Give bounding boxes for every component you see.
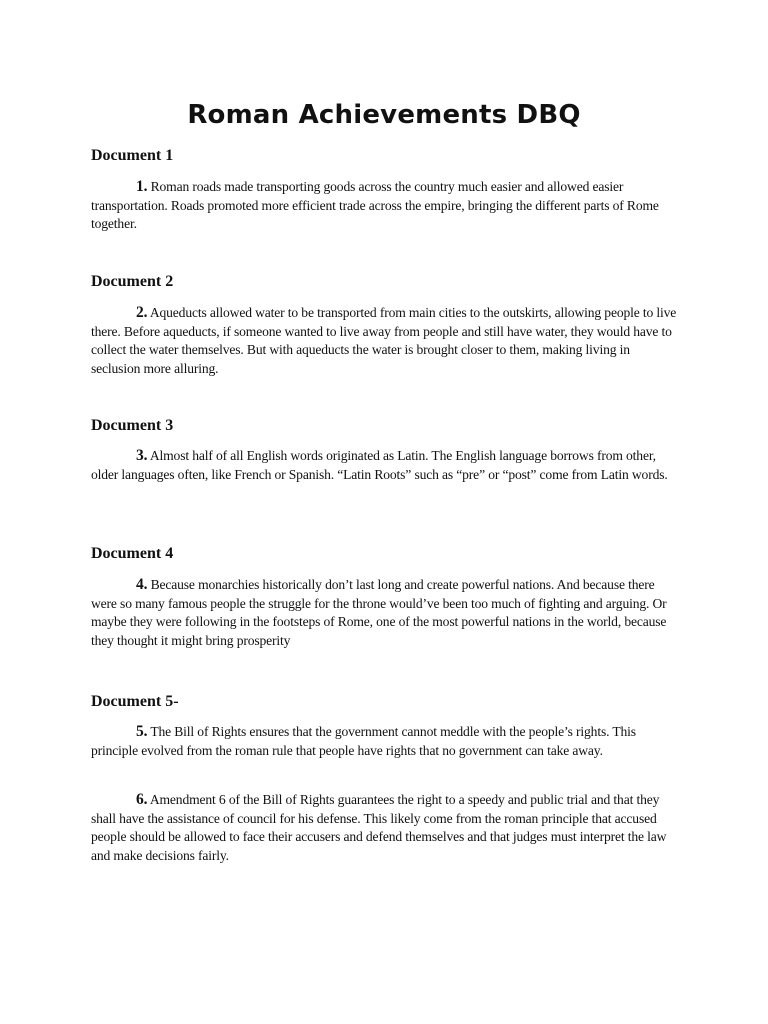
answer-4-text: Because monarchies historically don’t last long and create powerful nations. And because there were so many famous people the struggle for the throne would’ve been too much of fighting and arguing. Or maybe they were following in the footsteps of Rome, one of the most powerful nations in the world, because they thought it might bring prosperity [91, 577, 667, 648]
answer-1-number: 1. [136, 178, 148, 195]
answer-5-text: The Bill of Rights ensures that the government cannot meddle with the people’s rights. This principle evolved from the roman rule that people have rights that no government can take away. [91, 724, 636, 758]
document-5-heading: Document 5- [91, 693, 179, 710]
document-2-heading: Document 2 [91, 273, 174, 290]
page-title: Roman Achievements DBQ [187, 100, 581, 130]
document-1-heading: Document 1 [91, 147, 174, 164]
answer-4-number: 4. [136, 576, 148, 593]
answer-2-paragraph [91, 304, 681, 378]
answer-2-number: 2. [136, 304, 148, 321]
answer-2-text: Aqueducts allowed water to be transported from main cities to the outskirts, allowing people to live there. Before aqueducts, if someone wanted to live away from people and still have water, they would have to collect the water themselves. But with aqueducts the water is brought closer to them, making living in seclusion more alluring. [91, 305, 677, 376]
answer-6-text: Amendment 6 of the Bill of Rights guarantees the right to a speedy and public trial and that they shall have the assistance of council for his defense. This likely come from the roman principle that accused people should be allowed to face their accusers and defend themselves and that judges must interpret the law and make decisions fairly. [91, 792, 667, 863]
answer-5-number: 5. [136, 723, 148, 740]
answer-6-number: 6. [136, 791, 148, 808]
answer-1-text: Roman roads made transporting goods across the country much easier and allowed easier transportation. Roads promoted more efficient trade across the empire, bringing the different parts of Rome together. [91, 179, 659, 231]
answer-1-paragraph [91, 178, 681, 234]
answer-6-paragraph [91, 791, 681, 865]
answer-4-paragraph [91, 576, 681, 650]
document-3-heading: Document 3 [91, 417, 174, 434]
answer-3-text: Almost half of all English words originated as Latin. The English language borrows from other, older languages often, like French or Spanish. “Latin Roots” such as “pre” or “post” come from Latin words. [91, 448, 668, 482]
answer-3-paragraph [91, 447, 681, 484]
answer-5-paragraph [91, 723, 681, 760]
answer-3-number: 3. [136, 447, 148, 464]
document-4-heading: Document 4 [91, 545, 174, 562]
